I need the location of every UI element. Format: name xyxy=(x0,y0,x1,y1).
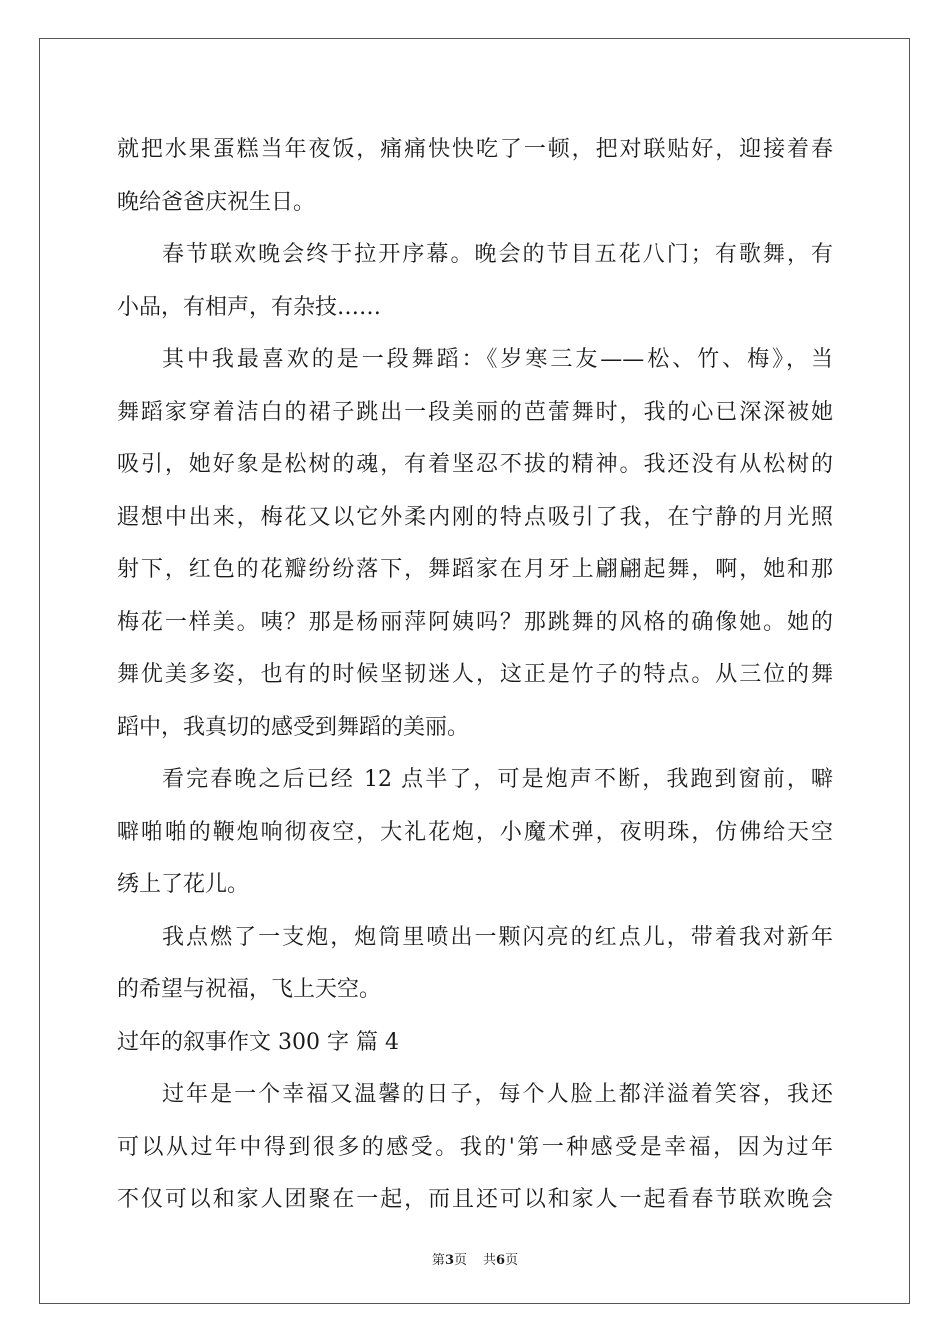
text-line: 的希望与祝福，飞上天空。 xyxy=(117,977,382,1002)
text-line: 就把水果蛋糕当年夜饭，痛痛快快吃了一顿，把对联贴好，迎接着春 xyxy=(117,137,833,162)
text-line: 舞蹈家穿着洁白的裙子跳出一段美丽的芭蕾舞时，我的心已深深被她 xyxy=(117,399,833,425)
document-body xyxy=(117,124,833,1227)
text-line: 蹈中，我真切的感受到舞蹈的美丽。 xyxy=(117,714,470,740)
text-line: 舞优美多姿，也有的时候坚韧迷人，这正是竹子的特点。从三位的舞 xyxy=(117,662,833,687)
text-line: 不仅可以和家人团聚在一起，而且还可以和家人一起看春节联欢晚会 xyxy=(117,1187,833,1212)
page-footer xyxy=(0,1249,950,1268)
text-line: 绣上了花儿。 xyxy=(117,872,250,897)
text-line: 遐想中出来，梅花又以它外柔内刚的特点吸引了我，在宁静的月光照 xyxy=(117,504,833,530)
text-line: 过年是一个幸福又温馨的日子，每个人脸上都洋溢着笑容，我还 xyxy=(162,1082,833,1107)
total-label-suffix: 页 xyxy=(505,1253,519,1268)
total-page-number: 6 xyxy=(496,1253,506,1268)
page-label-prefix: 第 xyxy=(431,1253,445,1268)
text-line: 春节联欢晚会终于拉开序幕。晚会的节目五花八门；有歌舞，有 xyxy=(162,242,833,267)
text-line: 可以从过年中得到很多的感受。我的'第一种感受是幸福，因为过年 xyxy=(117,1134,833,1160)
current-page-number: 3 xyxy=(444,1253,454,1268)
page-label-suffix: 页 xyxy=(453,1253,467,1268)
text-line: 看完春晚之后已经 12 点半了，可是炮声不断，我跑到窗前，噼 xyxy=(162,767,833,792)
total-label-prefix: 共 xyxy=(483,1253,497,1268)
text-line: 梅花一样美。咦？那是杨丽萍阿姨吗？那跳舞的风格的确像她。她的 xyxy=(117,609,833,635)
text-line: 我点燃了一支炮，炮筒里喷出一颗闪亮的红点儿，带着我对新年 xyxy=(162,924,833,950)
text-line: 吸引，她好象是松树的魂，有着坚忍不拔的精神。我还没有从松树的 xyxy=(117,452,833,477)
text-line: 小品，有相声，有杂技…… xyxy=(117,294,382,320)
text-line: 晚给爸爸庆祝生日。 xyxy=(117,189,316,215)
section-heading: 过年的叙事作文 300 字 篇 4 xyxy=(117,1029,399,1055)
text-line: 其中我最喜欢的是一段舞蹈：《岁寒三友——松、竹、梅》，当 xyxy=(162,347,833,372)
text-line: 射下，红色的花瓣纷纷落下，舞蹈家在月牙上翩翩起舞，啊，她和那 xyxy=(117,557,833,582)
text-line: 噼啪啪的鞭炮响彻夜空，大礼花炮，小魔术弹，夜明珠，仿佛给天空 xyxy=(117,819,833,845)
